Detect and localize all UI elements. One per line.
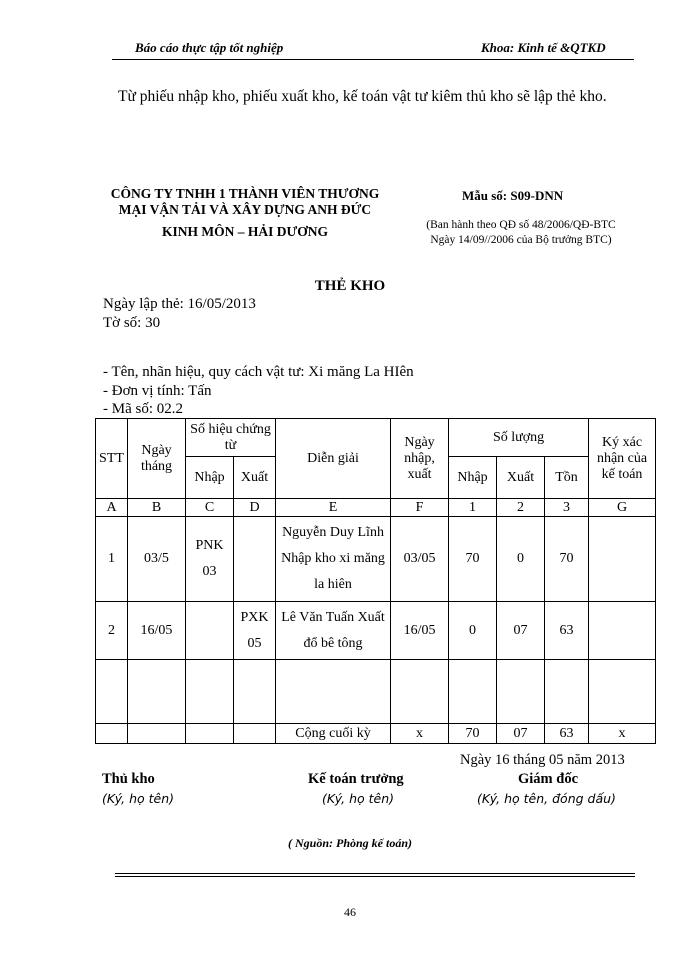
- table-row: [96, 517, 656, 602]
- stock-card-table: [95, 418, 656, 744]
- material-name: - Tên, nhãn hiệu, quy cách vật tư: Xi măng La HIên: [103, 364, 414, 380]
- header-row-1: [96, 419, 656, 457]
- header-rule: [112, 59, 634, 60]
- sheet-number: Tờ số: 30: [103, 315, 161, 331]
- row-doc-out: [234, 517, 276, 602]
- code-cell: D: [234, 499, 276, 517]
- code-cell: 2: [497, 499, 545, 517]
- row-qty-balance: 63: [545, 602, 589, 660]
- code-cell: C: [186, 499, 234, 517]
- page-title: THẺ KHO: [314, 278, 386, 294]
- form-note-line-1: (Ban hành theo QĐ số 48/2006/QĐ-BTC: [426, 219, 616, 231]
- footer-rule-2: [115, 876, 635, 877]
- row-qty-out: 0: [497, 517, 545, 602]
- row-qty-in: 70: [449, 517, 497, 602]
- page-number: 46: [344, 905, 356, 919]
- code-row: [96, 499, 656, 517]
- company-line-2: MẠI VẬN TẢI VÀ XÂY DỰNG ANH ĐỨC: [118, 202, 372, 217]
- code-cell: E: [276, 499, 391, 517]
- row-doc-in: PNK 03: [186, 517, 234, 602]
- row-confirm: [589, 517, 656, 602]
- footer-rule: [115, 873, 635, 874]
- row-entry-date: 03/05: [391, 517, 449, 602]
- header-confirm: Ký xác nhận của kế toán: [589, 419, 656, 499]
- card-date: Ngày lập thẻ: 16/05/2013: [103, 296, 256, 312]
- company-line-3: KINH MÔN – HẢI DƯƠNG: [162, 224, 328, 239]
- company-block: [95, 186, 395, 240]
- signature-warehouse-keeper: Thủ kho: [102, 771, 155, 787]
- header-stt: STT: [96, 419, 128, 499]
- row-confirm: [589, 602, 656, 660]
- row-doc-out: PXK 05: [234, 602, 276, 660]
- total-qty-in: 70: [449, 724, 497, 744]
- code-cell: 1: [449, 499, 497, 517]
- code-cell: 3: [545, 499, 589, 517]
- row-date: 16/05: [128, 602, 186, 660]
- form-note: [405, 218, 637, 248]
- row-doc-in: [186, 602, 234, 660]
- form-note-line-2: Ngày 14/09//2006 của Bộ trưởng BTC): [430, 234, 612, 246]
- header-qty-out: Xuất: [497, 457, 545, 499]
- total-qty-out: 07: [497, 724, 545, 744]
- signature-note: (Ký, họ tên, đóng dấu): [477, 791, 616, 806]
- row-entry-date: 16/05: [391, 602, 449, 660]
- signature-director: Giám đốc: [518, 771, 579, 787]
- code-cell: A: [96, 499, 128, 517]
- row-qty-out: 07: [497, 602, 545, 660]
- table-row: [96, 602, 656, 660]
- signature-chief-accountant: Kế toán trưởng: [308, 771, 404, 787]
- header-qty-in: Nhập: [449, 457, 497, 499]
- row-qty-balance: 70: [545, 517, 589, 602]
- source-note: ( Nguồn: Phòng kế toán): [287, 836, 412, 850]
- total-label: Cộng cuối kỳ: [276, 724, 391, 744]
- row-qty-in: 0: [449, 602, 497, 660]
- empty-row: [96, 660, 656, 724]
- header-doc-in: Nhập: [186, 457, 234, 499]
- header-doc-no: Số hiệu chứng từ: [186, 419, 276, 457]
- material-code: - Mã số: 02.2: [103, 401, 183, 417]
- total-row: [96, 724, 656, 744]
- row-stt: 1: [96, 517, 128, 602]
- total-confirm: x: [589, 724, 656, 744]
- header-doc-out: Xuất: [234, 457, 276, 499]
- row-date: 03/5: [128, 517, 186, 602]
- total-qty-balance: 63: [545, 724, 589, 744]
- header-qty-balance: Tồn: [545, 457, 589, 499]
- intro-text: Từ phiếu nhập kho, phiếu xuất kho, kế toán vật tư kiêm thủ kho sẽ lập thẻ kho.: [118, 88, 607, 105]
- header-entry-date: Ngày nhập, xuất: [391, 419, 449, 499]
- header-date: Ngày tháng: [128, 419, 186, 499]
- company-line-1: CÔNG TY TNHH 1 THÀNH VIÊN THƯƠNG: [110, 186, 380, 201]
- code-cell: G: [589, 499, 656, 517]
- row-stt: 2: [96, 602, 128, 660]
- signature-note: (Ký, họ tên): [322, 791, 395, 806]
- row-description: Nguyễn Duy Lĩnh Nhập kho xi măng la hiên: [276, 517, 391, 602]
- row-description: Lê Văn Tuấn Xuất đổ bê tông: [276, 602, 391, 660]
- code-cell: F: [391, 499, 449, 517]
- header-right: Khoa: Kinh tế &QTKD: [481, 40, 606, 55]
- code-cell: B: [128, 499, 186, 517]
- header-description: Diễn giải: [276, 419, 391, 499]
- unit-of-measure: - Đơn vị tính: Tấn: [103, 383, 212, 399]
- total-entry-date: x: [391, 724, 449, 744]
- header-left: Báo cáo thực tập tốt nghiệp: [135, 40, 284, 55]
- signature-date: Ngày 16 tháng 05 năm 2013: [460, 752, 625, 768]
- signature-note: (Ký, họ tên): [102, 791, 175, 806]
- header-quantity: Số lượng: [449, 419, 589, 457]
- form-number: Mẫu số: S09-DNN: [462, 188, 564, 203]
